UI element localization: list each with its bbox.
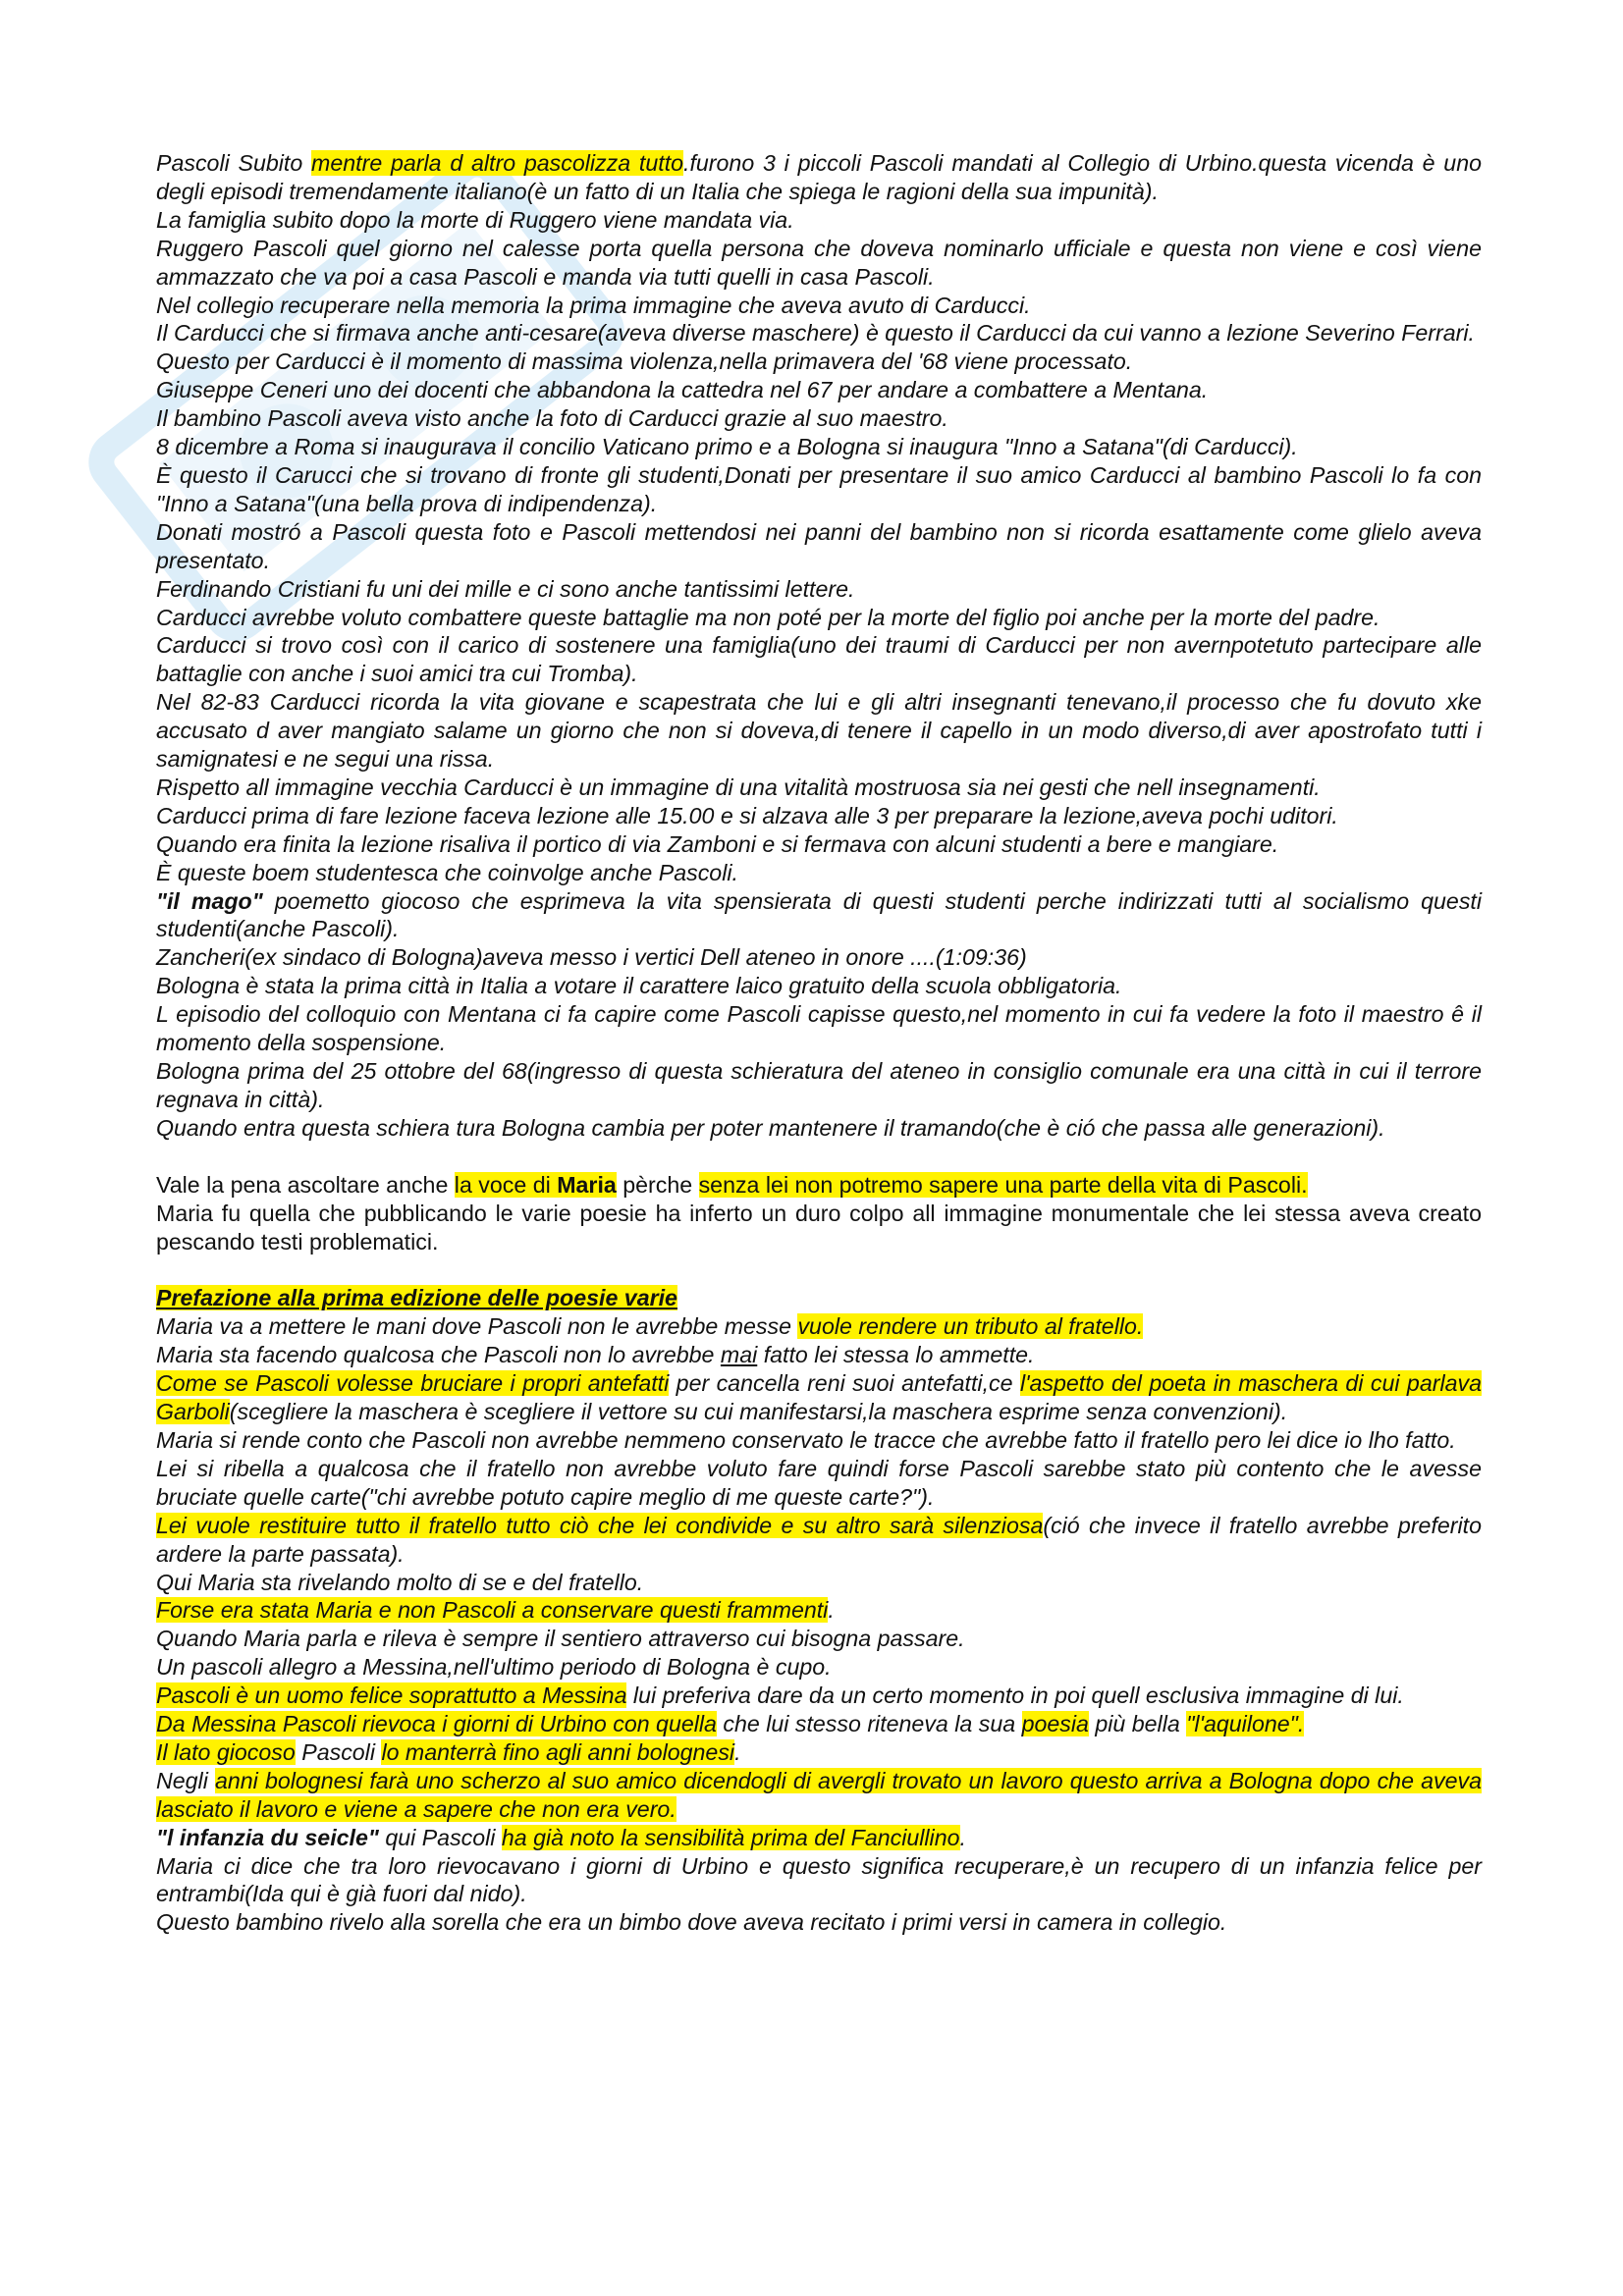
text-run: Maria si rende conto che Pascoli non avrebbe nemmeno conservato le tracce che avrebbe fatto il fratello pero lei dice io lho fatto. bbox=[156, 1426, 1456, 1453]
text-run: Un pascoli allegro a Messina,nell'ultimo periodo di Bologna è cupo. bbox=[156, 1654, 832, 1681]
text-run: Bologna prima del 25 ottobre del 68(ingresso di questa schieratura del ateneo in consiglio comunale era una città in cui il terrore regnava in città). bbox=[156, 1058, 1482, 1112]
text-run: Carducci prima di fare lezione faceva lezione alle 15.00 e si alzava alle 3 per preparare la lezione,aveva pochi uditori. bbox=[156, 802, 1338, 828]
text-run: Carducci si trovo così con il carico di sostenere una famiglia(uno dei traumi di Carducci per non avernpotetuto partecipare alle battaglie con anche i suoi amici tra cui Tromba). bbox=[156, 632, 1482, 687]
text-run: . bbox=[828, 1597, 835, 1624]
paragraph bbox=[156, 1369, 1482, 1426]
text-run: poemetto giocoso che esprimeva la vita spensierata di questi studenti perche indirizzati tutti al socialismo questi studenti(anche Pascoli). bbox=[156, 887, 1483, 942]
paragraph bbox=[156, 1426, 1482, 1455]
text-run: .furono 3 i piccoli Pascoli mandati al Collegio di Urbino.questa vicenda è uno degli episodi tremendamente italiano(è un fatto di un Italia che spiega le ragioni della sua impunità). bbox=[156, 150, 1482, 204]
text-run: . bbox=[959, 1824, 966, 1850]
paragraph bbox=[156, 830, 1482, 859]
text-run: Zancheri(ex sindaco di Bologna)aveva messo i vertici Dell ateneo in onore ....(1:09:36) bbox=[156, 944, 1027, 971]
paragraph bbox=[156, 631, 1482, 688]
text-run: "l infanzia du seicle" bbox=[156, 1824, 379, 1850]
text-run: lui preferiva dare da un certo momento in poi quell esclusiva immagine di lui. bbox=[626, 1682, 1404, 1709]
paragraph bbox=[156, 575, 1482, 604]
paragraph bbox=[156, 1512, 1482, 1569]
paragraph bbox=[156, 1682, 1482, 1710]
text-run: Giuseppe Ceneri uno dei docenti che abbandona la cattedra nel 67 per andare a combattere a Mentana. bbox=[156, 377, 1209, 403]
text-run: Lei si ribella a qualcosa che il fratello non avrebbe voluto fare quindi forse Pascoli sarebbe stato più contento che le avesse bruciate quelle carte("chi avrebbe potuto capire meglio di me queste carte?"). bbox=[156, 1455, 1482, 1510]
text-run: Pascoli bbox=[295, 1738, 382, 1765]
highlighted-text: Da Messina Pascoli rievoca i giorni di Urbino con quella bbox=[156, 1711, 717, 1737]
highlighted-text: Il lato giocoso bbox=[156, 1738, 296, 1765]
highlighted-text: l'aspetto del poeta in maschera di cui parlava Garboli bbox=[156, 1370, 1482, 1425]
text-run: . bbox=[734, 1738, 741, 1765]
paragraph bbox=[156, 461, 1482, 518]
highlighted-text: Pascoli è un uomo felice soprattutto a Messina bbox=[156, 1682, 627, 1709]
paragraph bbox=[156, 347, 1482, 376]
highlighted-text: poesia bbox=[1021, 1711, 1089, 1737]
paragraph bbox=[156, 688, 1482, 774]
section-maria-voce bbox=[156, 1171, 1482, 1256]
text-run: "il mago" bbox=[156, 887, 263, 914]
text-run: Vale la pena ascoltare anche bbox=[156, 1171, 455, 1198]
section-carducci bbox=[156, 149, 1482, 1143]
highlighted-text: lo manterrà fino agli anni bolognesi bbox=[381, 1738, 735, 1765]
paragraph bbox=[156, 972, 1482, 1000]
text-run: 8 dicembre a Roma si inaugurava il concilio Vaticano primo e a Bologna si inaugura "Inno a Satana"(di Carducci). bbox=[156, 434, 1298, 460]
highlighted-text: Maria bbox=[557, 1171, 617, 1198]
paragraph bbox=[156, 604, 1482, 632]
highlighted-text: mentre parla d altro pascolizza tutto bbox=[311, 150, 684, 176]
text-run: più bella bbox=[1088, 1711, 1187, 1737]
highlighted-text: Forse era stata Maria e non Pascoli a conservare questi frammenti bbox=[156, 1597, 829, 1624]
text-run: Quando era finita la lezione risaliva il portico di via Zamboni e si fermava con alcuni studenti a bere e mangiare. bbox=[156, 830, 1279, 857]
text-run: Carducci avrebbe voluto combattere queste battaglie ma non poté per la morte del figlio poi anche per la morte del padre. bbox=[156, 604, 1380, 630]
section-prefazione bbox=[156, 1312, 1482, 1937]
text-run: Maria sta facendo qualcosa che Pascoli non lo avrebbe bbox=[156, 1342, 721, 1368]
text-run: per cancella reni suoi antefatti,ce bbox=[669, 1370, 1020, 1397]
paragraph bbox=[156, 887, 1482, 944]
text-run: Il Carducci che si firmava anche anti-cesare(aveva diverse maschere) è questo il Carducci da cui vanno a lezione Severino Ferrari. bbox=[156, 320, 1475, 347]
text-run: Nel collegio recuperare nella memoria la prima immagine che aveva avuto di Carducci. bbox=[156, 292, 1031, 318]
paragraph bbox=[156, 802, 1482, 830]
paragraph bbox=[156, 1312, 1482, 1341]
text-run: La famiglia subito dopo la morte di Ruggero viene mandata via. bbox=[156, 206, 794, 233]
paragraph bbox=[156, 376, 1482, 404]
text-run: Questo bambino rivelo alla sorella che era un bimbo dove aveva recitato i primi versi in camera in collegio. bbox=[156, 1909, 1227, 1936]
document-body bbox=[156, 149, 1482, 1937]
paragraph bbox=[156, 518, 1482, 575]
text-run: Quando entra questa schiera tura Bologna cambia per poter mantenere il tramando(che è ció che passa alle generazioni). bbox=[156, 1114, 1385, 1141]
paragraph bbox=[156, 774, 1482, 802]
text-run: fatto lei stessa lo ammette. bbox=[757, 1342, 1035, 1368]
paragraph bbox=[156, 1738, 1482, 1767]
paragraph bbox=[156, 943, 1482, 972]
paragraph bbox=[156, 206, 1482, 235]
text-run: L episodio del colloquio con Mentana ci fa capire come Pascoli capisse questo,nel momento in cui fa vedere la foto il maestro ê il momento della sospensione. bbox=[156, 1001, 1482, 1056]
text-run: Questo per Carducci è il momento di massima violenza,nella primavera del '68 viene processato. bbox=[156, 348, 1133, 375]
text-run: Maria fu quella che pubblicando le varie poesie ha inferto un duro colpo all immagine monumentale che lei stessa aveva creato pescando testi problematici. bbox=[156, 1200, 1482, 1255]
text-run: Negli bbox=[156, 1767, 215, 1793]
text-run: Il bambino Pascoli aveva visto anche la foto di Carducci grazie al suo maestro. bbox=[156, 405, 948, 432]
paragraph bbox=[156, 1596, 1482, 1625]
paragraph bbox=[156, 1710, 1482, 1738]
paragraph bbox=[156, 1171, 1482, 1200]
text-run: pèrche bbox=[616, 1171, 699, 1198]
highlighted-text: Lei vuole restituire tutto il fratello tutto ciò che lei condivide e su altro sarà silenziosa bbox=[156, 1512, 1044, 1538]
paragraph bbox=[156, 1455, 1482, 1512]
paragraph bbox=[156, 1200, 1482, 1256]
paragraph bbox=[156, 1767, 1482, 1824]
paragraph bbox=[156, 1824, 1482, 1852]
text-run: Ferdinando Cristiani fu uni dei mille e ci sono anche tantissimi lettere. bbox=[156, 575, 855, 602]
paragraph bbox=[156, 1653, 1482, 1682]
text-run: Maria ci dice che tra loro rievocavano i giorni di Urbino e questo significa recuperare,è un recupero di un infanzia felice per entrambi(Ida qui è già fuori dal nido). bbox=[156, 1852, 1482, 1907]
highlighted-text: la voce di bbox=[454, 1171, 558, 1198]
text-run: Qui Maria sta rivelando molto di se e del fratello. bbox=[156, 1569, 644, 1595]
paragraph bbox=[156, 319, 1482, 347]
paragraph bbox=[156, 859, 1482, 887]
text-run: (ció che invece il fratello avrebbe preferito ardere la parte passata). bbox=[156, 1512, 1482, 1567]
text-run: Bologna è stata la prima città in Italia a votare il carattere laico gratuito della scuola obbligatoria. bbox=[156, 973, 1122, 999]
paragraph bbox=[156, 149, 1482, 206]
paragraph bbox=[156, 235, 1482, 292]
highlighted-text: vuole rendere un tributo al fratello. bbox=[797, 1313, 1144, 1340]
text-run: Ruggero Pascoli quel giorno nel calesse porta quella persona che doveva nominarlo ufficiale e questa non viene e così viene ammazzato che va poi a casa Pascoli e manda via tutti quelli in casa Pascoli. bbox=[156, 235, 1482, 290]
text-run: mai bbox=[720, 1342, 758, 1368]
paragraph bbox=[156, 404, 1482, 433]
text-run: che lui stesso riteneva la sua bbox=[716, 1711, 1022, 1737]
highlighted-text: anni bolognesi farà uno scherzo al suo amico dicendogli di avergli trovato un lavoro questo arriva a Bologna dopo che aveva lasciato il lavoro e viene a sapere che non era vero. bbox=[156, 1767, 1482, 1822]
paragraph bbox=[156, 1625, 1482, 1653]
paragraph bbox=[156, 1000, 1482, 1057]
paragraph bbox=[156, 1908, 1482, 1937]
text-run: Rispetto all immagine vecchia Carducci è un immagine di una vitalità mostruosa sia nei gesti che nell insegnamenti. bbox=[156, 774, 1321, 800]
section-heading bbox=[156, 1284, 1482, 1312]
text-run: (scegliere la maschera è scegliere il vettore su cui manifestarsi,la maschera esprime senza convenzioni). bbox=[229, 1399, 1288, 1425]
text-run: Nel 82-83 Carducci ricorda la vita giovane e scapestrata che lui e gli altri insegnanti tenevano,il processo che fu dovuto xke accusato d aver mangiato salame un giorno che non si doveva,di tenere il capello in un modo diverso,di aver apostrofato tutti i samignatesi e ne segui una rissa. bbox=[156, 689, 1482, 773]
highlighted-text: Come se Pascoli volesse bruciare i propri antefatti bbox=[156, 1370, 670, 1397]
paragraph bbox=[156, 1114, 1482, 1143]
text-run: È questo il Carucci che si trovano di fronte gli studenti,Donati per presentare il suo amico Carducci al bambino Pascoli lo fa con "Inno a Satana"(una bella prova di indipendenza). bbox=[156, 461, 1482, 516]
paragraph bbox=[156, 433, 1482, 461]
text-run: Pascoli Subito bbox=[156, 150, 312, 176]
text-run: Quando Maria parla e rileva è sempre il sentiero attraverso cui bisogna passare. bbox=[156, 1626, 965, 1652]
paragraph bbox=[156, 292, 1482, 320]
paragraph bbox=[156, 1057, 1482, 1114]
section-heading-text: Prefazione alla prima edizione delle poesie varie bbox=[156, 1285, 677, 1311]
highlighted-text: "l'aquilone". bbox=[1186, 1711, 1305, 1737]
text-run: qui Pascoli bbox=[378, 1824, 502, 1850]
text-run: Maria va a mettere le mani dove Pascoli non le avrebbe messe bbox=[156, 1313, 798, 1340]
paragraph bbox=[156, 1569, 1482, 1597]
highlighted-text: ha già noto la sensibilità prima del Fanciullino bbox=[501, 1824, 960, 1850]
text-run: È queste boem studentesca che coinvolge anche Pascoli. bbox=[156, 859, 738, 885]
highlighted-text: senza lei non potremo sapere una parte della vita di Pascoli. bbox=[698, 1171, 1308, 1198]
paragraph bbox=[156, 1852, 1482, 1909]
paragraph bbox=[156, 1341, 1482, 1369]
text-run: Donati mostró a Pascoli questa foto e Pascoli mettendosi nei panni del bambino non si ricorda esattamente come glielo aveva presentato. bbox=[156, 518, 1482, 573]
